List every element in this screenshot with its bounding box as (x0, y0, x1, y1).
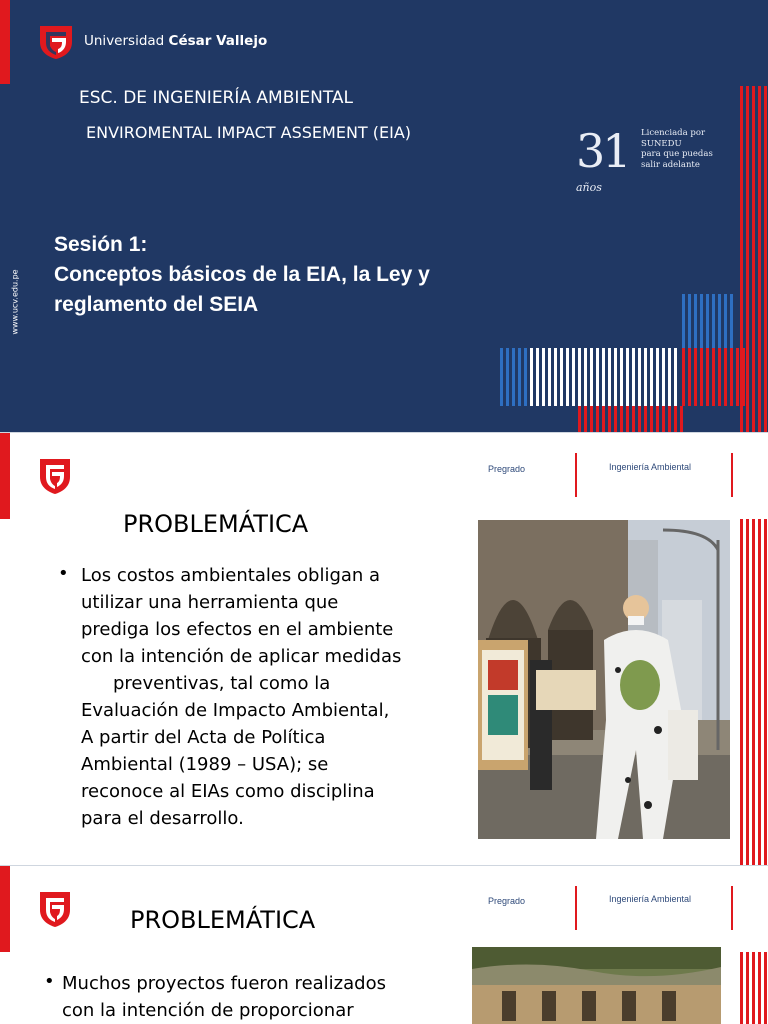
decorative-stripe (730, 348, 733, 406)
decorative-stripe (500, 348, 503, 406)
decorative-stripe (740, 519, 743, 865)
decorative-stripe (608, 406, 611, 432)
bullet-paragraph: Los costos ambientales obligan a utilizar una herramienta que prediga los efectos en el ambiente con la intención de aplicar medidas preventivas, tal como la Evaluación de Impacto Ambiental, A partir del Acta de Política Ambiental (1989 – USA); se reconoce al EIAs como disciplina para el desarrollo. (81, 565, 402, 829)
decorative-stripes (0, 0, 768, 432)
decorative-stripe (680, 406, 683, 432)
decorative-stripe (764, 952, 767, 1024)
decorative-stripe (742, 348, 745, 406)
decorative-stripe (668, 406, 671, 432)
decorative-stripe (656, 348, 659, 406)
title-slide (0, 0, 768, 432)
decorative-stripe (638, 406, 641, 432)
decorative-stripe (560, 348, 563, 406)
slide-heading: PROBLEMÁTICA (123, 510, 309, 538)
decorative-stripe (736, 348, 739, 406)
decorative-stripe (614, 406, 617, 432)
decorative-stripe (662, 348, 665, 406)
decorative-stripe (572, 348, 575, 406)
decorative-stripe (718, 294, 721, 348)
decorative-stripes (0, 433, 768, 865)
licensed-statement: Licenciada por SUNEDU para que puedas salir adelante (641, 128, 713, 170)
slide-heading: PROBLEMÁTICA (130, 906, 316, 934)
problem-slide-2 (0, 866, 768, 1024)
decorative-stripe (712, 294, 715, 348)
header-program: Ingeniería Ambiental (609, 894, 692, 904)
decorative-stripe (688, 348, 691, 406)
decorative-stripe (578, 406, 581, 432)
decorative-stripe (674, 406, 677, 432)
decorative-stripe (662, 406, 665, 432)
decorative-stripe (632, 348, 635, 406)
decorative-stripe (650, 406, 653, 432)
decorative-stripe (746, 519, 749, 865)
decorative-stripe (602, 348, 605, 406)
decorative-stripe (668, 348, 671, 406)
decorative-stripe (524, 348, 527, 406)
decorative-stripe (682, 348, 685, 406)
decorative-stripe (512, 348, 515, 406)
decorative-stripe (614, 348, 617, 406)
problem-slide-1 (0, 433, 768, 865)
decorative-stripe (554, 348, 557, 406)
decorative-stripes (0, 866, 768, 1024)
header-pregrado: Pregrado (488, 464, 526, 474)
decorative-stripe (590, 406, 593, 432)
decorative-stripe (584, 406, 587, 432)
bullet-icon: • (58, 563, 69, 584)
decorative-stripe (758, 86, 761, 432)
decorative-stripe (626, 348, 629, 406)
anniversary-word: años (576, 181, 602, 194)
decorative-stripe (700, 294, 703, 348)
decorative-stripe (650, 348, 653, 406)
decorative-stripe (566, 348, 569, 406)
decorative-stripe (632, 406, 635, 432)
decorative-stripe (530, 348, 533, 406)
decorative-stripe (644, 348, 647, 406)
decorative-stripe (712, 348, 715, 406)
decorative-stripe (578, 348, 581, 406)
decorative-stripe (596, 406, 599, 432)
decorative-stripe (752, 519, 755, 865)
decorative-stripe (706, 348, 709, 406)
decorative-stripe (608, 348, 611, 406)
decorative-stripe (758, 519, 761, 865)
decorative-stripe (694, 294, 697, 348)
decorative-stripe (764, 519, 767, 865)
decorative-stripe (700, 348, 703, 406)
decorative-stripe (706, 294, 709, 348)
decorative-stripe (518, 348, 521, 406)
decorative-stripe (764, 86, 767, 432)
decorative-stripe (506, 348, 509, 406)
decorative-stripe (674, 348, 677, 406)
decorative-stripe (724, 348, 727, 406)
decorative-stripe (620, 406, 623, 432)
anniversary-number: 31 (576, 124, 629, 178)
decorative-stripe (602, 406, 605, 432)
decorative-stripe (752, 952, 755, 1024)
decorative-stripe (746, 952, 749, 1024)
decorative-stripe (718, 348, 721, 406)
school-name: ESC. DE INGENIERÍA AMBIENTAL (79, 88, 354, 108)
decorative-stripe (626, 406, 629, 432)
header-program: Ingeniería Ambiental (609, 462, 692, 472)
decorative-stripe (584, 348, 587, 406)
decorative-stripe (644, 406, 647, 432)
decorative-stripe (758, 952, 761, 1024)
session-title: Sesión 1: Conceptos básicos de la EIA, la Ley y reglamento del SEIA (54, 233, 430, 316)
decorative-stripe (694, 348, 697, 406)
decorative-stripe (620, 348, 623, 406)
decorative-stripe (740, 952, 743, 1024)
decorative-stripe (638, 348, 641, 406)
decorative-stripe (752, 86, 755, 432)
decorative-stripe (536, 348, 539, 406)
bullet-paragraph: Muchos proyectos fueron realizados con la intención de proporcionar (62, 973, 386, 1021)
header-pregrado: Pregrado (488, 896, 526, 906)
decorative-stripe (688, 294, 691, 348)
decorative-stripe (746, 86, 749, 432)
decorative-stripe (656, 406, 659, 432)
university-name: Universidad César Vallejo (84, 33, 268, 49)
website-url: www.ucv.edu.pe (10, 269, 20, 335)
decorative-stripe (548, 348, 551, 406)
decorative-stripe (596, 348, 599, 406)
decorative-stripe (730, 294, 733, 348)
course-name: ENVIROMENTAL IMPACT ASSEMENT (EIA) (86, 123, 412, 142)
decorative-stripe (682, 294, 685, 348)
decorative-stripe (590, 348, 593, 406)
bullet-icon: • (44, 971, 55, 992)
decorative-stripe (542, 348, 545, 406)
decorative-stripe (724, 294, 727, 348)
